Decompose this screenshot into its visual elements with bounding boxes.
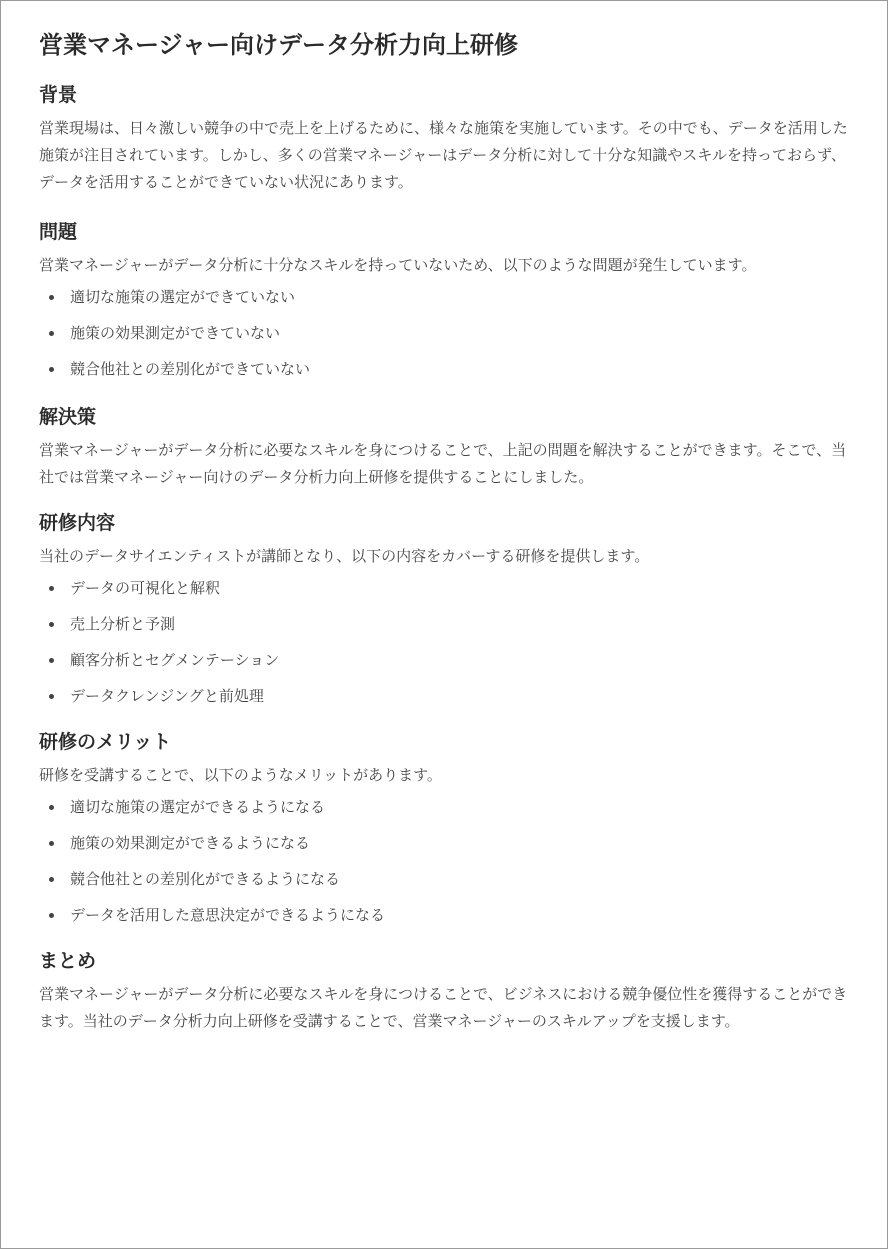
- list-item-text: データを活用した意思決定ができるようになる: [70, 906, 386, 924]
- list-item: [39, 789, 859, 825]
- bullet-icon: [49, 841, 54, 846]
- bullet-icon: [49, 913, 54, 918]
- bullet-icon: [49, 694, 54, 699]
- list-item: [39, 606, 859, 642]
- training-content-bullet-list: [39, 570, 859, 714]
- section-body-background: 営業現場は、日々激しい競争の中で売上を上げるために、様々な施策を実施しています。その中でも、データを活用した施策が注目されています。しかし、多くの営業マネージャーはデータ分析に対して十分な知識やスキルを持っておらず、データを活用することができていない状況にあります。: [39, 119, 848, 191]
- list-item-text: 競合他社との差別化ができるようになる: [70, 870, 341, 888]
- section-summary: [39, 947, 859, 1035]
- section-problem: [39, 218, 859, 387]
- section-body-problem: 営業マネージャーがデータ分析に十分なスキルを持っていないため、以下のような問題が発生しています。: [39, 256, 757, 274]
- section-heading-benefits: 研修のメリット: [39, 731, 172, 753]
- bullet-icon: [49, 586, 54, 591]
- list-item: [39, 825, 859, 861]
- section-solution: [39, 403, 859, 491]
- section-heading-summary: まとめ: [39, 950, 97, 972]
- list-item: [39, 678, 859, 714]
- section-body-benefits: 研修を受講することで、以下のようなメリットがあります。: [39, 766, 442, 784]
- list-item-text: データクレンジングと前処理: [70, 687, 264, 705]
- section-background: [39, 81, 859, 196]
- section-body-training-content: 当社のデータサイエンティストが講師となり、以下の内容をカバーする研修を提供します。: [39, 547, 650, 565]
- bullet-icon: [49, 877, 54, 882]
- bullet-icon: [49, 367, 54, 372]
- list-item: [39, 861, 859, 897]
- bullet-icon: [49, 295, 54, 300]
- list-item: [39, 897, 859, 933]
- section-heading-background: 背景: [39, 84, 78, 106]
- section-body-solution: 営業マネージャーがデータ分析に必要なスキルを身につけることで、上記の問題を解決することができます。そこで、当社では営業マネージャー向けのデータ分析力向上研修を提供することにしました。: [39, 441, 847, 486]
- problem-bullet-list: [39, 279, 859, 387]
- list-item-text: 競合他社との差別化ができていない: [70, 360, 311, 378]
- benefits-bullet-list: [39, 789, 859, 933]
- section-body-summary: 営業マネージャーがデータ分析に必要なスキルを身につけることで、ビジネスにおける競争優位性を獲得することができます。当社のデータ分析力向上研修を受講することで、営業マネージャーのスキルアップを支援します。: [39, 985, 848, 1030]
- list-item-text: 顧客分析とセグメンテーション: [70, 651, 280, 669]
- list-item-text: 適切な施策の選定ができるようになる: [70, 798, 326, 816]
- section-benefits: [39, 728, 859, 933]
- list-item: [39, 315, 859, 351]
- list-item-text: データの可視化と解釈: [70, 579, 221, 597]
- bullet-icon: [49, 805, 54, 810]
- list-item-text: 施策の効果測定ができていない: [70, 324, 281, 342]
- list-item-text: 適切な施策の選定ができていない: [70, 288, 296, 306]
- bullet-icon: [49, 658, 54, 663]
- list-item-text: 施策の効果測定ができるようになる: [70, 834, 311, 852]
- section-heading-solution: 解決策: [39, 406, 97, 428]
- bullet-icon: [49, 331, 54, 336]
- list-item: [39, 642, 859, 678]
- document-content: [39, 19, 859, 1035]
- list-item-text: 売上分析と予測: [70, 615, 176, 633]
- section-heading-training-content: 研修内容: [39, 512, 116, 534]
- list-item: [39, 279, 859, 315]
- section-heading-problem: 問題: [39, 221, 78, 243]
- bullet-icon: [49, 622, 54, 627]
- section-training-content: [39, 509, 859, 714]
- list-item: [39, 351, 859, 387]
- document-title: 営業マネージャー向けデータ分析力向上研修: [39, 31, 519, 59]
- list-item: [39, 570, 859, 606]
